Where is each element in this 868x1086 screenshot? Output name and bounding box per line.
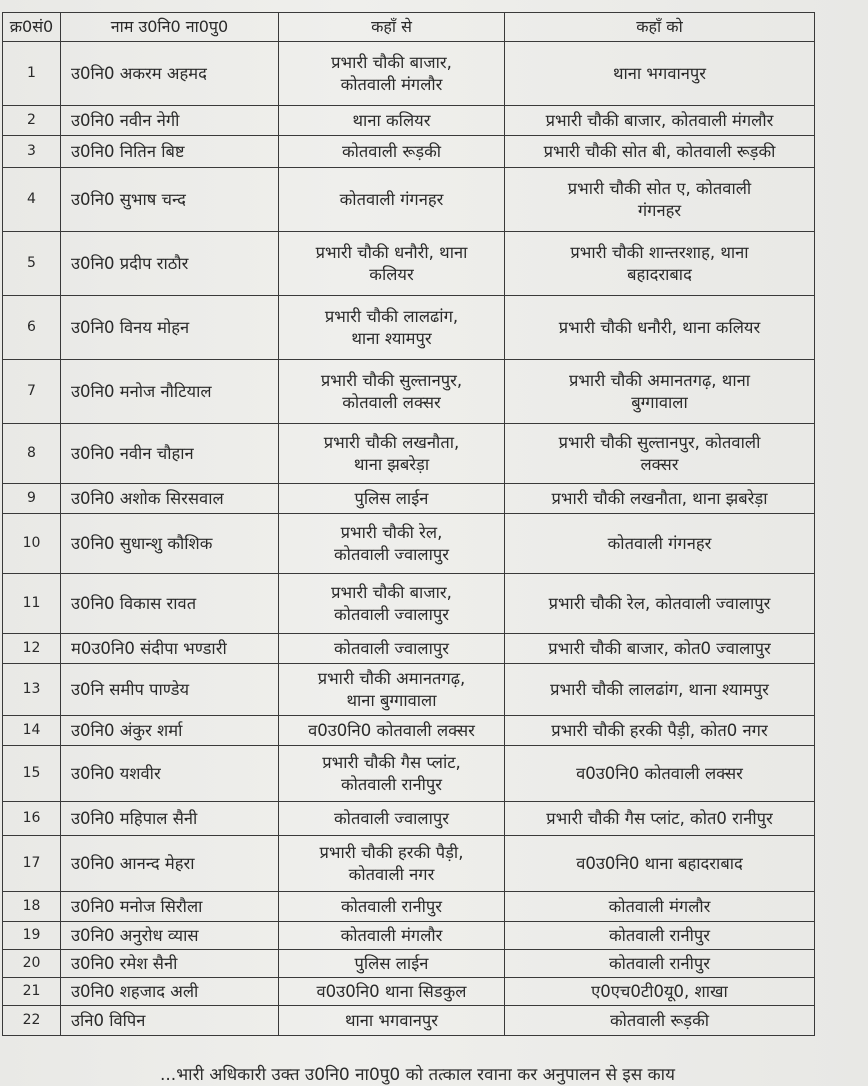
cell-transfer-to (505, 634, 815, 664)
table-row (3, 484, 815, 514)
cell-transfer-to (505, 746, 815, 802)
table-row (3, 892, 815, 922)
transfer-from-line: कोतवाली मंगलौर (340, 74, 443, 94)
transfer-from-line: थाना श्यामपुर (351, 328, 432, 348)
transfer-to-line: कोतवाली रानीपुर (608, 925, 711, 945)
cell-officer-name: उ0नि0 सुभाष चन्द (61, 168, 279, 232)
cell-officer-name: उ0नि0 रमेश सैनी (61, 950, 279, 978)
transfer-to-line: प्रभारी चौकी गैस प्लांट, कोत0 रानीपुर (546, 808, 773, 828)
transfer-from-line: प्रभारी चौकी लखनौता, (323, 433, 460, 453)
transfer-from-line: प्रभारी चौकी बाजार, (331, 583, 452, 603)
cell-transfer-to (505, 1006, 815, 1036)
cell-transfer-from (279, 168, 505, 232)
transfer-to-line: प्रभारी चौकी हरकी पैड़ी, कोत0 नगर (551, 720, 768, 740)
transfer-from-line: कोतवाली लक्सर (342, 392, 441, 412)
cell-serial-number: 6 (3, 296, 61, 360)
transfer-from-line: कोतवाली ज्वालापुर (334, 604, 449, 624)
cell-serial-number: 15 (3, 746, 61, 802)
cell-transfer-to (505, 802, 815, 836)
cell-transfer-to (505, 232, 815, 296)
cell-transfer-from (279, 634, 505, 664)
cell-officer-name: उ0नि0 विनय मोहन (61, 296, 279, 360)
table-row (3, 716, 815, 746)
table-row (3, 232, 815, 296)
cell-transfer-from (279, 106, 505, 136)
cell-officer-name: उ0नि0 आनन्द मेहरा (61, 836, 279, 892)
cell-officer-name: म0उ0नि0 संदीपा भण्डारी (61, 634, 279, 664)
transfer-to-line: कोतवाली रूड़की (609, 1010, 710, 1030)
cell-serial-number: 17 (3, 836, 61, 892)
cell-serial-number: 7 (3, 360, 61, 424)
cell-transfer-to (505, 574, 815, 634)
transfer-from-line: प्रभारी चौकी अमानतगढ़, (317, 669, 466, 689)
transfer-to-line: प्रभारी चौकी सुल्तानपुर, कोतवाली (558, 433, 761, 453)
cell-transfer-from (279, 892, 505, 922)
cell-transfer-to (505, 716, 815, 746)
table-row (3, 802, 815, 836)
transfer-from-line: पुलिस लाईन (354, 488, 429, 508)
cell-officer-name: उ0नि0 नवीन नेगी (61, 106, 279, 136)
transfer-from-line: कलियर (369, 264, 414, 284)
cell-transfer-from (279, 950, 505, 978)
header-row (3, 13, 815, 42)
cell-officer-name: उ0नि0 नवीन चौहान (61, 424, 279, 484)
transfer-from-line: व0उ0नि0 थाना सिडकुल (316, 981, 467, 1001)
transfer-to-line: बुग्गावाला (631, 392, 688, 412)
transfer-to-line: प्रभारी चौकी धनौरी, थाना कलियर (558, 317, 761, 337)
cell-transfer-to (505, 168, 815, 232)
cell-transfer-to (505, 922, 815, 950)
cell-officer-name: उ0नि0 अकरम अहमद (61, 42, 279, 106)
cell-officer-name: उ0नि0 मनोज नौटियाल (61, 360, 279, 424)
cell-serial-number: 19 (3, 922, 61, 950)
cell-transfer-from (279, 978, 505, 1006)
cell-transfer-from (279, 136, 505, 168)
cell-officer-name: उ0नि0 नितिन बिष्ट (61, 136, 279, 168)
cell-transfer-from (279, 664, 505, 716)
transfer-to-line: प्रभारी चौकी लालढांग, थाना श्यामपुर (550, 679, 769, 699)
table-row (3, 664, 815, 716)
transfer-from-line: थाना बुग्गावाला (346, 690, 437, 710)
transfer-from-line: प्रभारी चौकी हरकी पैड़ी, (319, 843, 464, 863)
table-row (3, 836, 815, 892)
cell-transfer-from (279, 232, 505, 296)
transfer-from-line: व0उ0नि0 कोतवाली लक्सर (308, 720, 475, 740)
cell-transfer-to (505, 296, 815, 360)
transfer-to-line: ए0एच0टी0यू0, शाखा (591, 981, 728, 1001)
cell-serial-number: 1 (3, 42, 61, 106)
cell-transfer-to (505, 484, 815, 514)
cell-transfer-from (279, 360, 505, 424)
cell-serial-number: 2 (3, 106, 61, 136)
transfer-to-line: लक्सर (640, 454, 679, 474)
cell-transfer-from (279, 802, 505, 836)
cell-serial-number: 22 (3, 1006, 61, 1036)
cell-transfer-to (505, 892, 815, 922)
table-row (3, 136, 815, 168)
cell-serial-number: 5 (3, 232, 61, 296)
table-body (3, 42, 815, 1036)
cell-serial-number: 18 (3, 892, 61, 922)
table-row (3, 514, 815, 574)
transfer-from-line: प्रभारी चौकी सुल्तानपुर, (320, 371, 463, 391)
cell-officer-name: उ0नि0 सुधान्शु कौशिक (61, 514, 279, 574)
transfer-to-line: प्रभारी चौकी सोत ए, कोतवाली (567, 179, 752, 199)
cell-transfer-to (505, 836, 815, 892)
transfer-to-line: कोतवाली रानीपुर (608, 953, 711, 973)
transfer-from-line: थाना कलियर (352, 110, 431, 130)
transfer-from-line: कोतवाली ज्वालापुर (334, 544, 449, 564)
cell-transfer-from (279, 836, 505, 892)
cell-transfer-from (279, 484, 505, 514)
cell-officer-name: उ0नि0 यशवीर (61, 746, 279, 802)
cell-serial-number: 16 (3, 802, 61, 836)
cell-serial-number: 11 (3, 574, 61, 634)
transfer-from-line: कोतवाली रूड़की (341, 141, 442, 161)
cell-transfer-to (505, 136, 815, 168)
transfer-from-line: थाना झबरेड़ा (353, 454, 430, 474)
cell-serial-number: 8 (3, 424, 61, 484)
table-row (3, 746, 815, 802)
table-row (3, 424, 815, 484)
cell-officer-name: उ0नि0 अशोक सिरसवाल (61, 484, 279, 514)
transfer-from-line: कोतवाली मंगलौर (340, 925, 443, 945)
cell-serial-number: 3 (3, 136, 61, 168)
cell-officer-name: उ0नि0 मनोज सिरौला (61, 892, 279, 922)
cell-transfer-to (505, 360, 815, 424)
transfer-from-line: प्रभारी चौकी गैस प्लांट, (322, 753, 461, 773)
transfer-to-line: व0उ0नि0 थाना बहादराबाद (576, 853, 743, 873)
cell-officer-name: उ0नि समीप पाण्डेय (61, 664, 279, 716)
table-row (3, 1006, 815, 1036)
transfer-from-line: कोतवाली ज्वालापुर (334, 638, 449, 658)
cell-transfer-from (279, 716, 505, 746)
table-row (3, 574, 815, 634)
cell-serial-number: 21 (3, 978, 61, 1006)
cell-officer-name: उ0नि0 विकास रावत (61, 574, 279, 634)
cell-officer-name: उ0नि0 अंकुर शर्मा (61, 716, 279, 746)
table-row (3, 922, 815, 950)
transfer-from-line: कोतवाली रानीपुर (340, 774, 443, 794)
transfer-to-line: प्रभारी चौकी रेल, कोतवाली ज्वालापुर (548, 593, 771, 613)
cell-officer-name: उ0नि0 शहजाद अली (61, 978, 279, 1006)
transfer-to-line: व0उ0नि0 कोतवाली लक्सर (576, 763, 743, 783)
cell-serial-number: 12 (3, 634, 61, 664)
transfer-to-line: प्रभारी चौकी लखनौता, थाना झबरेड़ा (551, 488, 768, 508)
cell-officer-name: उ0नि0 महिपाल सैनी (61, 802, 279, 836)
transfer-to-line: प्रभारी चौकी बाजार, कोत0 ज्वालापुर (548, 638, 771, 658)
header-to: कहाँ को (505, 13, 815, 42)
cell-transfer-from (279, 1006, 505, 1036)
cell-transfer-to (505, 514, 815, 574)
table-row (3, 634, 815, 664)
cell-transfer-from (279, 922, 505, 950)
header-serial-number: क्र0सं0 (3, 13, 61, 42)
transfer-from-line: प्रभारी चौकी बाजार, (331, 53, 452, 73)
cell-serial-number: 13 (3, 664, 61, 716)
transfer-from-line: कोतवाली नगर (348, 864, 435, 884)
header-from: कहाँ से (279, 13, 505, 42)
transfer-to-line: प्रभारी चौकी शान्तरशाह, थाना (570, 243, 749, 263)
cell-officer-name: उ0नि0 अनुरोध व्यास (61, 922, 279, 950)
cell-officer-name: उ0नि0 प्रदीप राठौर (61, 232, 279, 296)
transfer-to-line: कोतवाली गंगनहर (607, 533, 712, 553)
cell-transfer-to (505, 424, 815, 484)
transfer-from-line: थाना भगवानपुर (344, 1010, 439, 1030)
cell-transfer-from (279, 514, 505, 574)
transfer-from-line: प्रभारी चौकी धनौरी, थाना (315, 243, 468, 263)
table-row (3, 106, 815, 136)
cell-serial-number: 4 (3, 168, 61, 232)
transfer-to-line: प्रभारी चौकी बाजार, कोतवाली मंगलौर (545, 110, 774, 130)
table-row (3, 168, 815, 232)
transfer-from-line: कोतवाली रानीपुर (340, 896, 443, 916)
footer-text: ...भारी अधिकारी उक्त उ0नि0 ना0पु0 को तत्काल रवाना कर अनुपालन से इस काय (160, 1065, 675, 1085)
table-row (3, 978, 815, 1006)
table-row (3, 42, 815, 106)
cell-transfer-from (279, 746, 505, 802)
transfer-from-line: कोतवाली गंगनहर (339, 189, 444, 209)
transfer-to-line: थाना भगवानपुर (612, 63, 707, 83)
table-row (3, 950, 815, 978)
transfer-to-line: गंगनहर (637, 200, 682, 220)
cell-serial-number: 20 (3, 950, 61, 978)
cell-transfer-to (505, 978, 815, 1006)
cell-transfer-to (505, 664, 815, 716)
cell-transfer-to (505, 950, 815, 978)
cell-transfer-from (279, 296, 505, 360)
transfer-to-line: कोतवाली मंगलौर (608, 896, 711, 916)
transfer-from-line: प्रभारी चौकी लालढांग, (324, 307, 459, 327)
cell-serial-number: 14 (3, 716, 61, 746)
table-row (3, 296, 815, 360)
cell-transfer-to (505, 42, 815, 106)
cell-serial-number: 10 (3, 514, 61, 574)
cell-transfer-to (505, 106, 815, 136)
cell-serial-number: 9 (3, 484, 61, 514)
header-name: नाम उ0नि0 ना0पु0 (61, 13, 279, 42)
cell-transfer-from (279, 42, 505, 106)
cell-transfer-from (279, 424, 505, 484)
cell-transfer-from (279, 574, 505, 634)
cell-officer-name: उनि0 विपिन (61, 1006, 279, 1036)
table-row (3, 360, 815, 424)
transfer-from-line: कोतवाली ज्वालापुर (334, 808, 449, 828)
transfer-to-line: प्रभारी चौकी अमानतगढ़, थाना (568, 371, 751, 391)
transfer-table (2, 12, 815, 1036)
transfer-to-line: प्रभारी चौकी सोत बी, कोतवाली रूड़की (543, 141, 776, 161)
transfer-from-line: प्रभारी चौकी रेल, (340, 523, 443, 543)
transfer-from-line: पुलिस लाईन (354, 953, 429, 973)
transfer-to-line: बहादराबाद (627, 264, 692, 284)
